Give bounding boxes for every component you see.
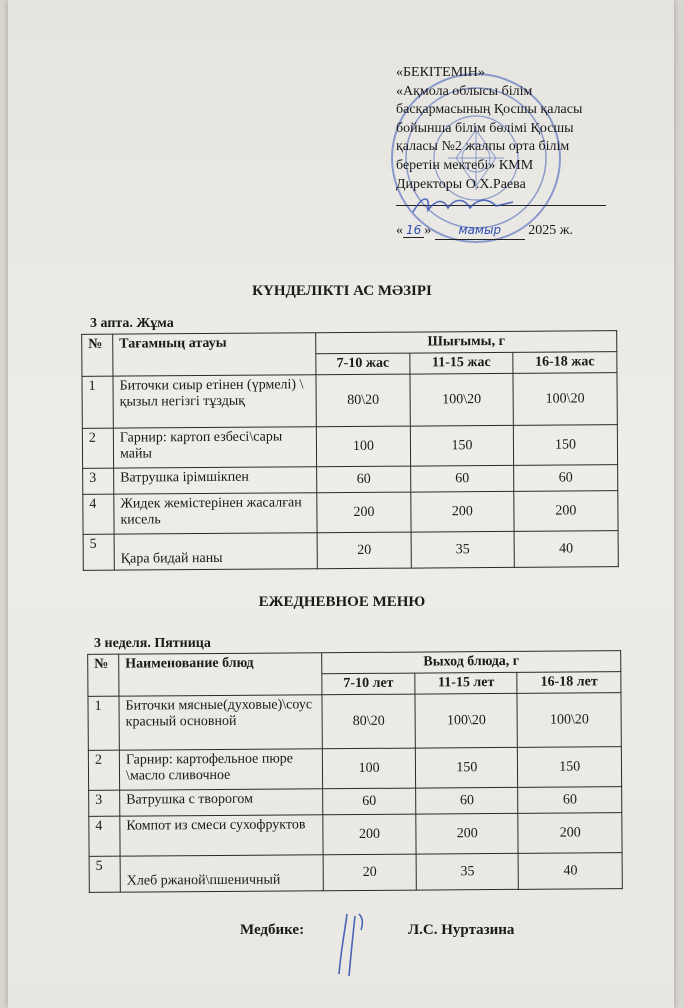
portion-value: 200	[411, 491, 514, 532]
portion-value: 200	[416, 813, 519, 854]
table-row	[89, 853, 622, 893]
portion-value: 60	[411, 465, 514, 492]
portion-value: 200	[323, 814, 416, 855]
portion-value: 200	[514, 491, 618, 532]
col-output-header: Шығымы, г	[316, 331, 617, 354]
medic-signature-icon	[333, 910, 373, 980]
approval-line: бойынша білім бөлімі Қосшы	[396, 120, 574, 136]
portion-value: 40	[514, 531, 618, 568]
table-row	[88, 747, 621, 791]
table-row	[82, 425, 617, 469]
portion-value: 100	[322, 748, 415, 789]
portion-value: 60	[317, 466, 411, 493]
table-row	[89, 787, 622, 817]
medic-role-label: Медбике:	[240, 922, 305, 938]
age-header: 7-10 лет	[322, 673, 415, 695]
portion-value: 60	[323, 788, 416, 815]
ru-week-subtitle: 3 неделя. Пятница	[94, 636, 211, 651]
portion-value: 100\20	[517, 693, 621, 748]
portion-value: 40	[519, 853, 623, 890]
age-header: 16-18 жас	[513, 352, 617, 374]
approval-date	[396, 221, 636, 241]
age-header: 16-18 лет	[517, 672, 621, 694]
portion-value: 20	[317, 532, 411, 569]
row-no: 2	[82, 428, 113, 468]
table-row	[83, 465, 618, 495]
dish-name: Гарнир: картоп езбесі\сары майы	[113, 427, 316, 468]
document-page	[8, 0, 674, 1008]
approval-line: Директоры О.Х.Раева	[396, 176, 526, 192]
col-no-header: №	[82, 334, 113, 376]
portion-value: 150	[410, 425, 513, 466]
date-quote-close: »	[424, 222, 432, 238]
kz-menu-table	[81, 330, 619, 571]
col-name-header: Тағамның атауы	[113, 333, 316, 376]
date-quote-open: «	[396, 222, 403, 238]
dish-name: Компот из смеси сухофруктов	[120, 815, 323, 856]
portion-value: 100\20	[415, 693, 518, 748]
portion-value: 150	[513, 425, 617, 466]
portion-value: 200	[317, 492, 411, 533]
medic-name: Л.С. Нуртазина	[408, 922, 515, 938]
dish-name: Қара бидай наны	[114, 533, 317, 570]
row-no: 1	[82, 376, 113, 428]
dish-name: Ватрушка с творогом	[120, 789, 323, 816]
ru-menu-title: ЕЖЕДНЕВНОЕ МЕНЮ	[258, 594, 426, 610]
col-output-header: Выход блюда, г	[322, 651, 621, 674]
approval-line: «БЕКІТЕМІН»	[396, 65, 485, 80]
age-header: 11-15 лет	[415, 672, 517, 694]
row-no: 2	[88, 750, 119, 790]
portion-value: 80\20	[316, 374, 410, 427]
dish-name: Биточки сиыр етінен (үрмелі) \ қызыл негізгі тұздық	[113, 375, 316, 428]
date-day: 16	[403, 223, 424, 238]
col-no-header: №	[88, 654, 119, 696]
table-row	[83, 491, 618, 535]
table-row	[82, 373, 617, 429]
ru-menu-table	[87, 650, 623, 893]
age-header: 11-15 жас	[410, 352, 513, 374]
table-row	[83, 531, 618, 571]
date-month: мамыр	[435, 221, 525, 241]
approval-line: басқармасының Қосшы қаласы	[396, 102, 583, 118]
portion-value: 200	[518, 813, 622, 854]
kz-menu-title: КҮНДЕЛІКТІ АС МӘЗІРІ	[252, 283, 432, 299]
date-year: 2025 ж.	[528, 222, 573, 238]
portion-value: 35	[411, 531, 514, 568]
approval-line: беретін мектебі» КММ	[396, 157, 534, 173]
row-no: 5	[89, 856, 120, 892]
row-no: 5	[83, 534, 114, 570]
row-no: 3	[83, 468, 114, 494]
table-row	[89, 813, 622, 857]
dish-name: Биточки мясные(духовые)\соус красный основной	[119, 695, 322, 750]
portion-value: 80\20	[322, 694, 416, 749]
director-signature-icon	[408, 190, 518, 220]
row-no: 4	[89, 816, 120, 856]
portion-value: 35	[416, 853, 519, 890]
row-no: 3	[89, 790, 120, 816]
approval-line: «Ақмола облысы білім	[396, 83, 533, 99]
kz-week-subtitle: 3 апта. Жұма	[90, 316, 174, 331]
age-header: 7-10 жас	[316, 353, 410, 375]
col-name-header: Наименование блюд	[119, 653, 322, 696]
portion-value: 100	[316, 426, 410, 467]
portion-value: 100\20	[513, 373, 617, 426]
row-no: 1	[88, 696, 119, 750]
approval-line: қаласы №2 жалпы орта білім	[396, 139, 570, 155]
row-no: 4	[83, 494, 114, 534]
portion-value: 150	[518, 747, 622, 788]
portion-value: 60	[416, 787, 519, 814]
portion-value: 150	[415, 747, 518, 788]
portion-value: 60	[514, 465, 618, 492]
dish-name: Гарнир: картофельное пюре \масло сливочное	[119, 749, 322, 790]
dish-name: Хлеб ржаной\пшеничный	[120, 855, 323, 892]
dish-name: Ватрушка ірімшікпен	[114, 467, 317, 494]
table-row	[88, 693, 621, 751]
portion-value: 100\20	[410, 373, 513, 426]
portion-value: 60	[518, 787, 622, 814]
portion-value: 20	[323, 854, 416, 891]
dish-name: Жидек жемістерінен жасалған кисель	[114, 493, 317, 534]
